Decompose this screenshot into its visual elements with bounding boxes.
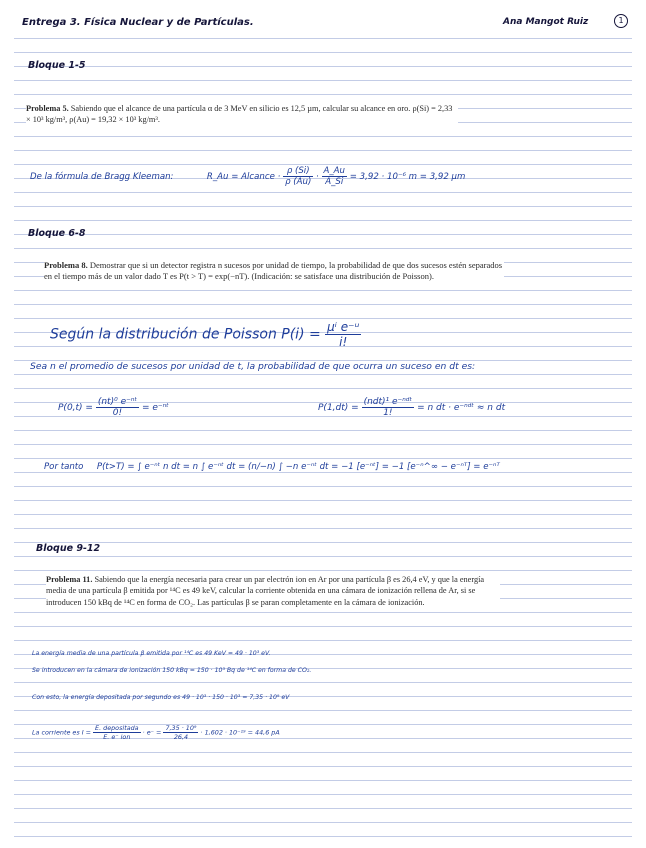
section-heading-3: Bloque 9-12 bbox=[36, 543, 101, 554]
page-title: Entrega 3. Física Nuclear y de Partículas. bbox=[22, 17, 254, 28]
current-lhs: La corriente es I = bbox=[32, 728, 91, 737]
problem-label: Problema 8. bbox=[44, 260, 88, 270]
p0-numerator: (nt)⁰ e⁻ⁿᵗ bbox=[97, 397, 138, 407]
problem-text: Demostrar que si un detector registra n sucesos por unidad de tiempo, la probabilidad de que dos sucesos estén separados en el tiempo más de un valor dado T es P(t > T) = exp(−nT). (Indicación: se satisface una distribución de Poisson). bbox=[44, 260, 503, 282]
p1-rhs: = n dt · e⁻ⁿᵈᵗ ≈ n dt bbox=[417, 403, 506, 413]
poisson-lhs: P(i) = bbox=[281, 326, 321, 343]
solution-bragg-line: De la fórmula de Bragg Kleeman: R_Au = Alcance · $\frac{\rho (Si)}{\rho (Au)}$ · $\frac{A\_Au}{A\_Si}$ = 3,92 · 10⁻⁶ m = 3,92 µm bbox=[30, 166, 466, 187]
section-heading-1: Bloque 1-5 bbox=[28, 60, 86, 71]
poisson-denominator: i! bbox=[339, 335, 348, 349]
final-equation: P(t>T) = ∫ e⁻ⁿᵗ n dt = n ∫ e⁻ⁿᵗ dt = (n/−n) ∫ −n e⁻ⁿᵗ dt = −1 [e⁻ⁿᵗ] = −1 [e⁻ⁿ^∞ − e⁻ⁿᵀ] = e⁻ⁿᵀ bbox=[96, 462, 500, 472]
p0-fraction bbox=[96, 397, 139, 418]
p1-lhs: P(1,dt) = bbox=[318, 403, 359, 413]
author-name: Ana Mangot Ruiz bbox=[503, 17, 589, 27]
solution-line-1: La energía media de una partícula β emitida por ¹⁴C es 49 KeV = 49 · 10³ eV. bbox=[32, 650, 271, 657]
page-number: 1 bbox=[614, 14, 628, 28]
current-f1-denominator: E. e⁻ ion bbox=[103, 733, 131, 741]
final-derivation bbox=[44, 462, 500, 472]
solution-line-3: Con esto, la energía depositada por segundo es 49 · 10³ · 150 · 10³ = 7,35 · 10⁹ eV bbox=[32, 694, 290, 701]
density-fraction bbox=[283, 166, 313, 187]
section-heading-2: Bloque 6-8 bbox=[28, 228, 86, 239]
p1-denominator: 1! bbox=[383, 408, 393, 418]
problem-text: Sabiendo que la energía necesaria para crear un par electrón ion en Ar por una partícula β es 26,4 eV, y que la energía media de una partícula β emitida por ¹⁴C es 49 keV, calcular la corriente obtenida en una cámara de ionización rellena de Ar, si se introducen 150 kBq de ¹⁴C en forma de CO₂. Las partículas β se paran completamente en la cámara de ionización. bbox=[46, 575, 485, 607]
current-fraction-2 bbox=[163, 724, 198, 741]
problem-label: Problema 11. bbox=[46, 575, 93, 584]
mass-fraction bbox=[322, 166, 348, 187]
current-fraction-1 bbox=[93, 724, 141, 741]
current-f2-denominator: 26,4 bbox=[173, 733, 189, 741]
explanation-line: Sea n el promedio de sucesos por unidad de t, la probabilidad de que ocurra un suceso en dt es: bbox=[30, 361, 476, 372]
poisson-intro: Según la distribución de Poisson bbox=[50, 326, 277, 343]
problem-label: Problema 5. bbox=[26, 104, 69, 113]
p1-fraction bbox=[362, 397, 415, 418]
p0-equation bbox=[58, 397, 169, 418]
poisson-numerator: µⁱ e⁻ᵘ bbox=[327, 320, 360, 334]
p0-lhs: P(0,t) = bbox=[58, 403, 93, 413]
poisson-fraction bbox=[325, 320, 361, 349]
solution-line-2: Se introducen en la cámara de ionización 150 kBq = 150 · 10³ Bq de ¹⁴C en forma de CO₂. bbox=[32, 667, 312, 674]
therefore-label: Por tanto bbox=[44, 462, 84, 472]
problem-5-box bbox=[26, 103, 458, 126]
p1-numerator: (ndt)¹ e⁻ⁿᵈᵗ bbox=[363, 397, 413, 407]
problem-text: Sabiendo que el alcance de una partícula α de 3 MeV en silicio es 12,5 µm, calcular su alcance en oro. ρ(Si) = 2,33 × 10³ kg/m³, ρ(Au) = 19,32 × 10³ kg/m³. bbox=[26, 104, 453, 125]
current-f2-numerator: 7,35 · 10⁹ bbox=[165, 724, 197, 732]
problem-11-box bbox=[46, 574, 500, 608]
p0-denominator: 0! bbox=[112, 408, 123, 418]
mass-numerator: A_Au bbox=[323, 166, 346, 176]
density-denominator: ρ (Au) bbox=[285, 177, 312, 187]
range-lhs: R_Au = Alcance · bbox=[206, 172, 281, 182]
p1-equation bbox=[318, 397, 505, 418]
current-mid: · e⁻ = bbox=[142, 728, 162, 737]
mass-denominator: A_Si bbox=[325, 177, 344, 187]
current-f1-numerator: E. depositada bbox=[95, 724, 139, 732]
range-result: = 3,92 · 10⁻⁶ m = 3,92 µm bbox=[349, 172, 466, 182]
problem-8-box bbox=[44, 260, 504, 283]
current-rhs: · 1,602 · 10⁻¹⁹ = 44,6 pA bbox=[200, 728, 280, 737]
p0-rhs: = e⁻ⁿᵗ bbox=[141, 403, 169, 413]
current-equation bbox=[32, 724, 280, 741]
density-numerator: ρ (Si) bbox=[283, 166, 313, 177]
poisson-line bbox=[50, 320, 361, 349]
solution-intro: De la fórmula de Bragg Kleeman: bbox=[30, 172, 174, 182]
